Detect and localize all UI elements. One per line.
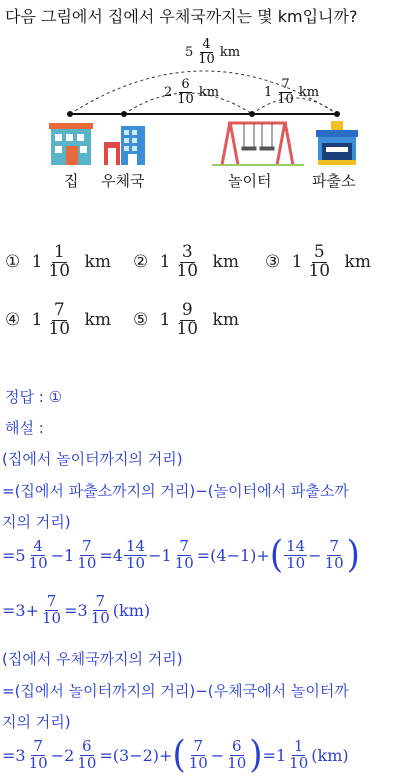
place-police-station: 파출소 xyxy=(312,172,356,190)
answer-label: 정답 : xyxy=(5,388,49,406)
choice-5[interactable]: ⑤ 1 $\frac{9}{10}$ km xyxy=(133,300,239,339)
choice-4[interactable]: ④ 1 $\frac{7}{10}$ km xyxy=(5,300,111,339)
place-post-office: 우체국 xyxy=(101,172,145,190)
explanation-line-1: (집에서 놀이터까지의 거리) xyxy=(2,450,183,468)
choice-1[interactable]: ① 1 $\frac{1}{10}$ km xyxy=(5,242,111,281)
explanation-line-3: 지의 거리) xyxy=(2,513,71,531)
choice-3[interactable]: ③ 1 $\frac{5}{10}$ km xyxy=(265,242,371,281)
place-playground: 놀이터 xyxy=(228,172,272,190)
swing-icon xyxy=(222,122,293,165)
ground-line xyxy=(212,164,304,166)
question-text: 다음 그림에서 집에서 우체국까지는 몇 km입니까? xyxy=(5,7,358,26)
police-station-icon xyxy=(316,121,358,165)
point-home xyxy=(67,111,73,117)
explanation-line-2: =(집에서 파출소까지의 거리)−(놀이터에서 파출소까 xyxy=(2,482,349,500)
equation-2: = 3 + $\frac{7}{10}$ = 3 $\frac{7}{10}$ (km) xyxy=(2,592,151,627)
explanation-line-6: (집에서 우체국까지의 거리) xyxy=(2,650,183,668)
explanation-line-7: =(집에서 놀이터까지의 거리)−(우체국에서 놀이터까 xyxy=(2,682,349,700)
point-police xyxy=(334,111,340,117)
equation-3: = 3 $\frac{7}{10}$ − 2 $\frac{6}{10}$ = (3−2) + ( $\frac{7}{10}$ − $\frac{6}{10}$ ) = 1 $\frac{1}{10}$ (km) xyxy=(2,733,349,777)
label-home-police: 5 $\frac{4}{10}$ km xyxy=(185,37,241,67)
post-office-icon xyxy=(104,126,145,165)
place-home: 집 xyxy=(64,172,79,190)
explanation-label: 해설 : xyxy=(5,419,44,437)
equation-1: = 5 $\frac{4}{10}$ − 1 $\frac{7}{10}$ = 4 $\frac{14}{10}$ − 1 $\frac{7}{10}$ = (4−1) + ( $\frac{14}{10}$ − $\frac{7}{10}$ ) xyxy=(2,533,360,577)
figure xyxy=(0,30,400,190)
label-play-police: 1 $\frac{7}{10}$ km xyxy=(264,77,320,107)
answer-value: ① xyxy=(48,388,63,406)
choice-2[interactable]: ② 1 $\frac{3}{10}$ km xyxy=(133,242,239,281)
point-play xyxy=(249,111,255,117)
label-post-play: 2 $\frac{6}{10}$ km xyxy=(164,77,220,107)
point-post xyxy=(121,111,127,117)
answer-line xyxy=(5,386,62,407)
swing-seats xyxy=(242,123,274,150)
explanation-line-8: 지의 거리) xyxy=(2,713,71,731)
house-icon xyxy=(49,123,93,165)
